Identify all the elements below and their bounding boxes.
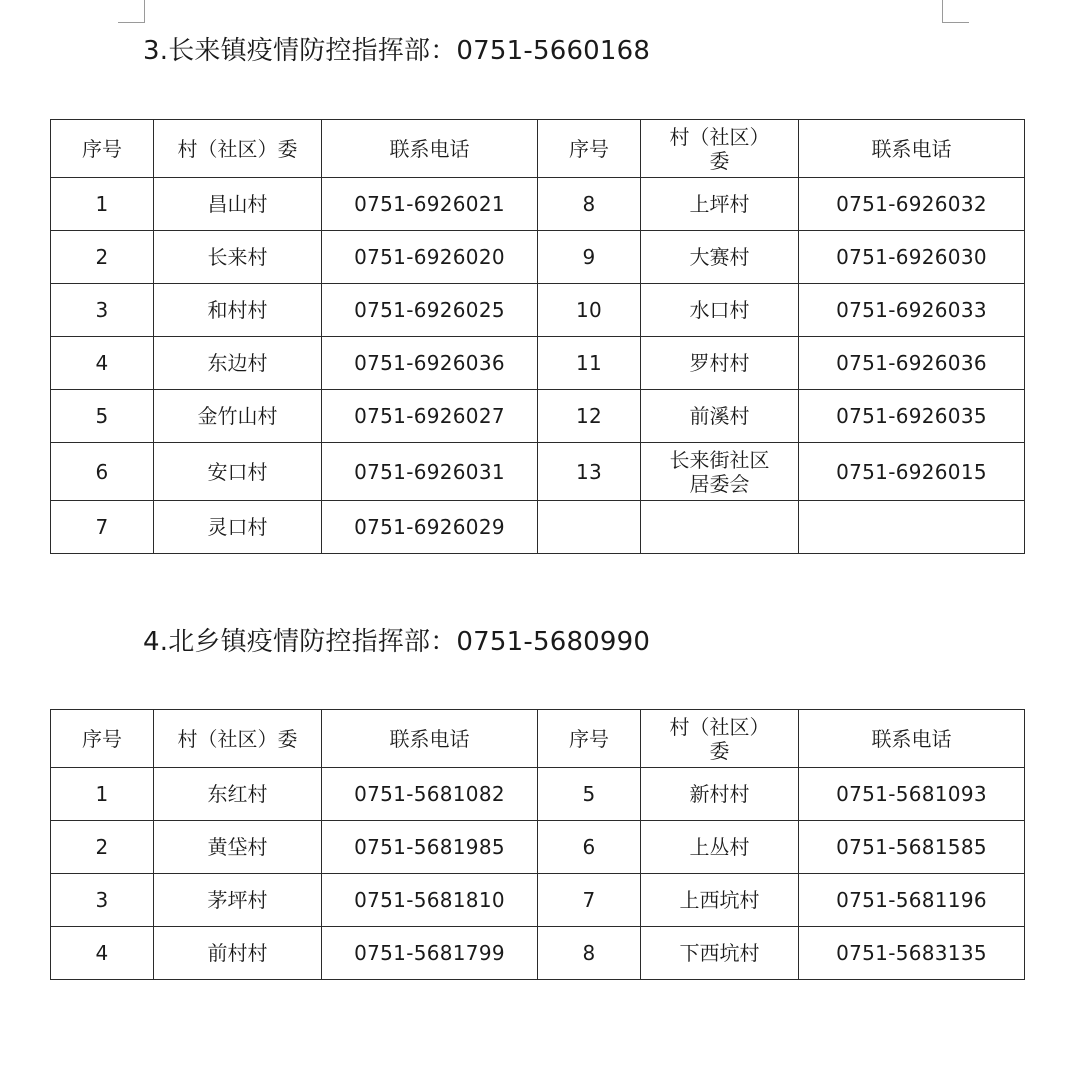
phone-number: 0751-5681799 [322,927,538,980]
village-name: 安口村 [154,443,322,501]
village-name: 和村村 [154,284,322,337]
table-row [51,443,1025,501]
village-name: 水口村 [641,284,799,337]
header-phone: 联系电话 [799,120,1025,178]
header-no: 序号 [51,120,154,178]
village-name [641,501,799,554]
village-name: 灵口村 [154,501,322,554]
village-name: 东红村 [154,768,322,821]
phone-number: 0751-6926027 [322,390,538,443]
row-number: 3 [51,874,154,927]
table-row [51,821,1025,874]
phone-number: 0751-6926030 [799,231,1025,284]
phone-number: 0751-6926015 [799,443,1025,501]
contact-table-changlai [50,119,1025,554]
village-name: 长来街社区 居委会 [641,443,799,501]
row-number: 1 [51,178,154,231]
phone-number: 0751-6926036 [799,337,1025,390]
village-name: 上西坑村 [641,874,799,927]
table-row [51,927,1025,980]
header-phone: 联系电话 [322,120,538,178]
village-name: 黄垈村 [154,821,322,874]
phone-number: 0751-6926025 [322,284,538,337]
row-number: 13 [538,443,641,501]
row-number: 6 [51,443,154,501]
village-name: 罗村村 [641,337,799,390]
phone-number: 0751-6926032 [799,178,1025,231]
contact-table-beixiang [50,709,1025,980]
village-name: 金竹山村 [154,390,322,443]
row-number: 9 [538,231,641,284]
village-name: 上坪村 [641,178,799,231]
village-name: 前溪村 [641,390,799,443]
row-number: 12 [538,390,641,443]
table-row [51,337,1025,390]
table-row [51,231,1025,284]
phone-number: 0751-6926020 [322,231,538,284]
village-name: 新村村 [641,768,799,821]
header-phone: 联系电话 [322,710,538,768]
row-number: 10 [538,284,641,337]
row-number: 4 [51,337,154,390]
village-name: 茅坪村 [154,874,322,927]
village-name: 下西坑村 [641,927,799,980]
section-heading-changlai: 3.长来镇疫情防控指挥部：0751-5660168 [143,36,651,66]
header-no: 序号 [51,710,154,768]
phone-number: 0751-6926021 [322,178,538,231]
table-row [51,178,1025,231]
phone-number [799,501,1025,554]
phone-number: 0751-5681985 [322,821,538,874]
village-name: 昌山村 [154,178,322,231]
village-name: 上丛村 [641,821,799,874]
table-row [51,390,1025,443]
phone-number: 0751-6926033 [799,284,1025,337]
row-number: 5 [51,390,154,443]
row-number: 2 [51,821,154,874]
phone-number: 0751-6926029 [322,501,538,554]
row-number: 6 [538,821,641,874]
row-number: 3 [51,284,154,337]
table-row [51,874,1025,927]
header-phone: 联系电话 [799,710,1025,768]
row-number [538,501,641,554]
village-name: 东边村 [154,337,322,390]
phone-number: 0751-5683135 [799,927,1025,980]
row-number: 11 [538,337,641,390]
row-number: 8 [538,927,641,980]
table-row [51,284,1025,337]
phone-number: 0751-5681082 [322,768,538,821]
village-name: 长来村 [154,231,322,284]
phone-number: 0751-5681093 [799,768,1025,821]
phone-number: 0751-5681585 [799,821,1025,874]
row-number: 2 [51,231,154,284]
village-name: 大赛村 [641,231,799,284]
crop-mark-left [118,0,145,23]
row-number: 4 [51,927,154,980]
table-row [51,501,1025,554]
table-row [51,768,1025,821]
header-no: 序号 [538,120,641,178]
header-name: 村（社区） 委 [641,710,799,768]
row-number: 5 [538,768,641,821]
header-name: 村（社区） 委 [641,120,799,178]
header-name: 村（社区）委 [154,710,322,768]
header-no: 序号 [538,710,641,768]
row-number: 1 [51,768,154,821]
row-number: 7 [538,874,641,927]
table-header-row [51,120,1025,178]
row-number: 7 [51,501,154,554]
phone-number: 0751-6926031 [322,443,538,501]
header-name: 村（社区）委 [154,120,322,178]
village-name: 前村村 [154,927,322,980]
phone-number: 0751-5681196 [799,874,1025,927]
table-header-row [51,710,1025,768]
section-heading-beixiang: 4.北乡镇疫情防控指挥部：0751-5680990 [143,627,651,657]
phone-number: 0751-6926036 [322,337,538,390]
row-number: 8 [538,178,641,231]
phone-number: 0751-6926035 [799,390,1025,443]
phone-number: 0751-5681810 [322,874,538,927]
crop-mark-right [942,0,969,23]
